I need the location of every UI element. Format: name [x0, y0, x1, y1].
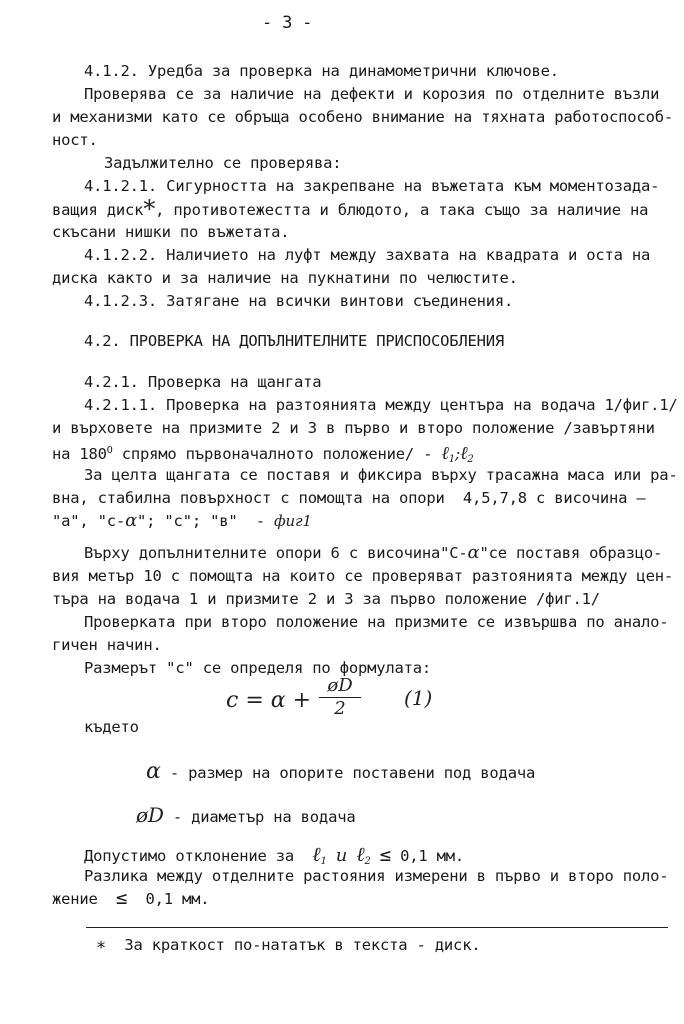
- item-4-1-2-3: 4.1.2.3. Затягане на всички винтови съединения.: [84, 292, 514, 310]
- item-4-2-1-1-line: на $180^O$ спрямо първоначалното положение/ - ℓ$_1$;ℓ$_2$: [52, 443, 474, 465]
- footnote-asterisk: ∗: [96, 935, 107, 955]
- formula-intro: Размерът "с" се определя по формулата:: [84, 659, 432, 677]
- l1-symbol: ℓ$_1$: [441, 443, 455, 465]
- definition-d: øD - диаметър на водача: [136, 803, 356, 827]
- definition-a: α - размер на опорите поставени под водача: [146, 759, 536, 784]
- hand-a-symbol: α: [125, 510, 138, 531]
- formula-fraction: [317, 676, 363, 719]
- paragraph-line: и механизми като се обръща особено внимание на тяхната работоспособ-: [52, 108, 673, 126]
- item-4-2-1-1-line: и върховете на призмите 2 и 3 в първо и второ положение /завъртяни: [52, 419, 655, 437]
- support-line: вия метър 10 с помощта на които се проверяват разтоянията между цен-: [52, 567, 673, 585]
- hand-fig-ref: фиг1: [274, 512, 312, 530]
- where-label: където: [84, 718, 139, 736]
- item-4-1-2-1-line: ващия диск*, противотежестта и блюдото, а така също за наличие на: [52, 195, 649, 223]
- item-4-1-2-2-line: диска както и за наличие на пукнатини по челюстите.: [52, 269, 518, 287]
- item-4-1-2-1-line: скъсани нишки по въжетата.: [52, 223, 290, 241]
- checked-intro: Задължително се проверява:: [104, 154, 342, 172]
- diameter-symbol: øD: [136, 803, 164, 827]
- difference-line: Разлика между отделните растояния измерени в първо и второ поло-: [84, 867, 669, 885]
- support-line: Върху допълнителните опори 6 с височина"С-α"се поставя образцо-: [84, 542, 663, 563]
- l1-symbol: ℓ$_1$: [312, 842, 327, 867]
- difference-line: жение ≤ 0,1 мм.: [52, 887, 210, 909]
- formula-1: [226, 676, 466, 720]
- l2-symbol: ℓ$_2$: [356, 842, 371, 867]
- hand-a-symbol: α: [146, 759, 161, 784]
- footnote: ∗ За краткост по-нататък в текста - диск.: [96, 935, 481, 955]
- purpose-line: "а", "с-α"; "с"; "в" - фиг1: [52, 510, 312, 531]
- footnote-separator: [86, 927, 668, 928]
- less-equal-symbol: ≤: [379, 844, 391, 866]
- page-number: - 3 -: [262, 13, 313, 33]
- paragraph-line: ност.: [52, 131, 98, 149]
- purpose-line: За целта щангата се поставя и фиксира върху трасажна маса или ра-: [84, 466, 678, 484]
- formula-lhs: c = α +: [226, 688, 312, 713]
- subsection-4-2-1: 4.2.1. Проверка на щангата: [84, 373, 322, 391]
- section-title-4-1-2: 4.1.2. Уредба за проверка на динамометрични ключове.: [84, 62, 559, 80]
- less-equal-symbol: ≤: [115, 887, 128, 909]
- second-position-line: Проверката при второ положение на призмите се извършва по анало-: [84, 613, 669, 631]
- item-4-1-2-1-line: 4.1.2.1. Сигурността на закрепване на въжетата към моментозада-: [84, 177, 660, 195]
- footnote-asterisk: *: [143, 195, 156, 223]
- l2-symbol: ℓ$_2$: [460, 443, 474, 465]
- section-heading-4-2: 4.2. ПРОВЕРКА НА ДОПЪЛНИТЕЛНИТЕ ПРИСПОСОБЛЕНИЯ: [84, 332, 505, 350]
- item-4-2-1-1-line: 4.2.1.1. Проверка на разтоянията между центъра на водача 1/фиг.1/: [84, 396, 678, 414]
- tolerance-line: Допустимо отклонение за ℓ$_1$ и ℓ$_2$ ≤ 0,1 мм.: [84, 842, 465, 867]
- formula-denominator: 2: [334, 698, 346, 719]
- support-line: търа на водача 1 и призмите 2 и 3 за първо положение /фиг.1/: [52, 590, 600, 608]
- item-4-1-2-2-line: 4.1.2.2. Наличието на луфт между захвата на квадрата и оста на: [84, 246, 651, 264]
- formula-number: (1): [404, 686, 433, 710]
- formula-numerator: øD: [327, 675, 353, 696]
- paragraph-line: Проверява се за наличие на дефекти и корозия по отделните възли: [84, 85, 660, 103]
- hand-a-symbol: α: [467, 542, 480, 563]
- degree-mark: O: [106, 445, 113, 456]
- second-position-line: гичен начин.: [52, 636, 162, 654]
- purpose-line: вна, стабилна повърхност с помощта на опори 4,5,7,8 с височина —: [52, 489, 646, 507]
